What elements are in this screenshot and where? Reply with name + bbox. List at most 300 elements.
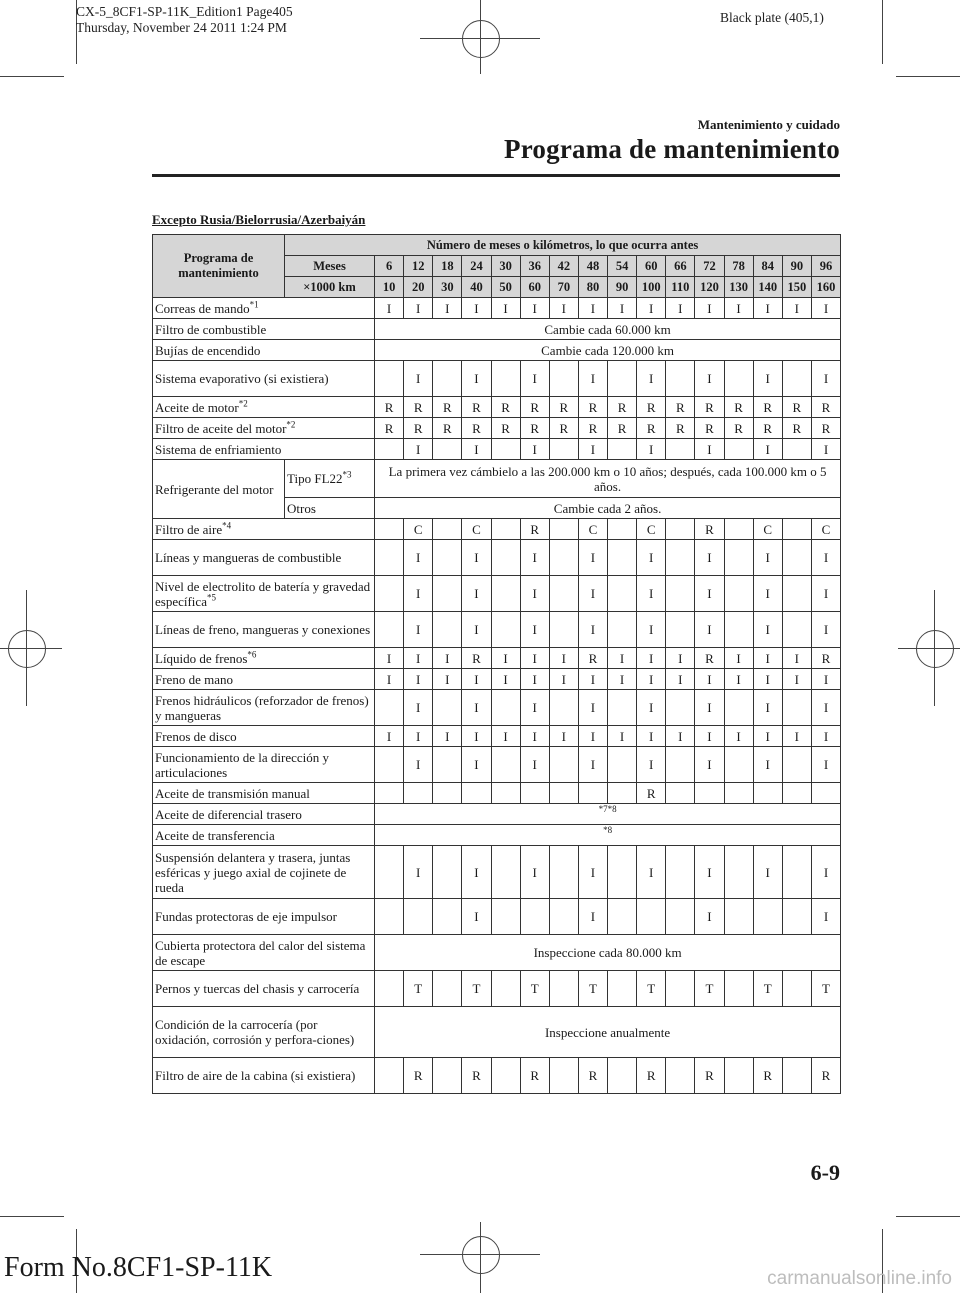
item-label — [153, 397, 375, 418]
schedule-cell — [375, 690, 404, 726]
km-value: 40 — [462, 277, 491, 298]
schedule-cell — [491, 612, 520, 648]
schedule-cell — [782, 846, 811, 899]
schedule-cell: I — [695, 361, 724, 397]
schedule-cell: R — [637, 418, 666, 439]
item-label — [153, 361, 375, 397]
schedule-cell: I — [811, 439, 840, 460]
schedule-cell — [549, 361, 578, 397]
schedule-cell: I — [637, 648, 666, 669]
schedule-cell: I — [811, 576, 840, 612]
months-value: 66 — [666, 256, 695, 277]
sub-item-label — [285, 498, 375, 519]
table-body — [153, 298, 841, 1094]
schedule-cell: I — [578, 576, 607, 612]
schedule-cell: I — [578, 669, 607, 690]
schedule-cell — [433, 612, 462, 648]
schedule-cell: I — [404, 540, 433, 576]
km-value: 100 — [637, 277, 666, 298]
schedule-cell — [433, 690, 462, 726]
schedule-cell: R — [404, 418, 433, 439]
schedule-cell — [549, 612, 578, 648]
schedule-cell: I — [520, 726, 549, 747]
schedule-cell: I — [753, 439, 782, 460]
schedule-cell: C — [578, 519, 607, 540]
schedule-cell: I — [549, 669, 578, 690]
schedule-cell — [404, 899, 433, 935]
schedule-cell: I — [782, 726, 811, 747]
schedule-cell: I — [578, 747, 607, 783]
months-value: 48 — [578, 256, 607, 277]
schedule-cell — [724, 690, 753, 726]
item-label — [153, 747, 375, 783]
item-label-text: Líquido de frenos — [155, 650, 248, 666]
schedule-cell — [491, 540, 520, 576]
table-row — [153, 519, 841, 540]
interval-note: Cambie cada 60.000 km — [375, 319, 841, 340]
schedule-cell: I — [695, 726, 724, 747]
table-row — [153, 825, 841, 846]
schedule-cell — [549, 899, 578, 935]
item-label — [153, 690, 375, 726]
schedule-cell: R — [695, 1058, 724, 1094]
schedule-cell — [782, 1058, 811, 1094]
interval-note: La primera vez cámbielo a las 200.000 km o 10 años; después, cada 100.000 km o 5 años. — [375, 460, 841, 498]
item-label-text: Frenos de disco — [155, 728, 237, 744]
table-row — [153, 576, 841, 612]
schedule-cell — [608, 612, 637, 648]
footnote-ref: *7*8 — [375, 804, 841, 825]
schedule-cell — [695, 783, 724, 804]
schedule-cell: R — [811, 1058, 840, 1094]
schedule-cell — [666, 971, 695, 1007]
schedule-cell: R — [695, 397, 724, 418]
schedule-cell: I — [549, 726, 578, 747]
months-value: 90 — [782, 256, 811, 277]
schedule-cell — [608, 439, 637, 460]
plate-label: Black plate (405,1) — [720, 10, 824, 25]
registration-mark — [480, 0, 481, 74]
schedule-cell: I — [811, 726, 840, 747]
schedule-cell — [666, 899, 695, 935]
table-row — [153, 648, 841, 669]
schedule-cell — [491, 846, 520, 899]
schedule-cell: R — [404, 397, 433, 418]
schedule-cell: R — [520, 418, 549, 439]
footnote-ref: *2 — [286, 419, 296, 430]
schedule-cell: I — [404, 747, 433, 783]
schedule-cell: I — [375, 669, 404, 690]
footnote-ref: *2 — [238, 398, 248, 409]
km-value: 90 — [608, 277, 637, 298]
schedule-cell: R — [578, 1058, 607, 1094]
registration-mark — [8, 630, 46, 668]
schedule-cell: R — [462, 648, 491, 669]
schedule-cell — [549, 690, 578, 726]
schedule-cell — [375, 612, 404, 648]
item-label — [153, 340, 375, 361]
schedule-cell: I — [520, 298, 549, 319]
schedule-cell — [375, 519, 404, 540]
schedule-cell — [375, 971, 404, 1007]
schedule-cell: R — [462, 397, 491, 418]
schedule-cell: I — [462, 690, 491, 726]
schedule-cell: I — [462, 747, 491, 783]
table-row — [153, 1058, 841, 1094]
schedule-cell: R — [637, 783, 666, 804]
schedule-cell — [375, 439, 404, 460]
months-value: 96 — [811, 256, 840, 277]
schedule-cell — [608, 846, 637, 899]
schedule-cell — [666, 519, 695, 540]
months-value: 6 — [375, 256, 404, 277]
registration-mark — [934, 590, 935, 706]
schedule-cell — [782, 747, 811, 783]
schedule-cell: I — [695, 612, 724, 648]
crop-mark — [896, 76, 960, 77]
schedule-cell: R — [753, 1058, 782, 1094]
registration-mark — [916, 630, 954, 668]
schedule-cell: I — [637, 298, 666, 319]
schedule-cell: I — [578, 540, 607, 576]
item-label-text: Fundas protectoras de eje impulsor — [155, 909, 337, 924]
schedule-cell — [578, 783, 607, 804]
print-info-line: CX-5_8CF1-SP-11K_Edition1 Page405 — [76, 4, 293, 19]
item-label — [153, 418, 375, 439]
interval-note: Inspeccione anualmente — [375, 1007, 841, 1058]
schedule-cell: I — [753, 612, 782, 648]
schedule-cell: R — [462, 1058, 491, 1094]
table-row — [153, 361, 841, 397]
table-row — [153, 690, 841, 726]
table-row — [153, 439, 841, 460]
schedule-cell — [549, 747, 578, 783]
interval-note: Cambie cada 2 años. — [375, 498, 841, 519]
item-label — [153, 971, 375, 1007]
item-label — [153, 669, 375, 690]
schedule-cell: I — [462, 540, 491, 576]
schedule-cell — [782, 690, 811, 726]
schedule-cell: I — [549, 648, 578, 669]
schedule-cell: I — [404, 726, 433, 747]
schedule-cell — [433, 899, 462, 935]
item-label — [153, 612, 375, 648]
schedule-cell: I — [695, 298, 724, 319]
schedule-cell: I — [724, 669, 753, 690]
months-value: 78 — [724, 256, 753, 277]
schedule-cell: I — [753, 747, 782, 783]
item-label — [153, 540, 375, 576]
section-label: Mantenimiento y cuidado — [697, 117, 840, 132]
table-row — [153, 971, 841, 1007]
schedule-cell — [433, 519, 462, 540]
schedule-cell: I — [724, 298, 753, 319]
schedule-cell: I — [404, 846, 433, 899]
km-value: 150 — [782, 277, 811, 298]
schedule-cell — [666, 576, 695, 612]
crop-mark — [0, 1216, 64, 1217]
schedule-cell: I — [404, 669, 433, 690]
schedule-cell: T — [753, 971, 782, 1007]
item-label-text: Correas de mando — [155, 300, 250, 316]
item-label-text: Aceite de motor — [155, 399, 239, 415]
schedule-cell: I — [462, 298, 491, 319]
schedule-cell: I — [462, 846, 491, 899]
schedule-cell: I — [811, 612, 840, 648]
schedule-cell: I — [375, 726, 404, 747]
item-label-text: Nivel de electrolito de batería y gravedad específica — [155, 578, 371, 609]
schedule-cell: I — [695, 576, 724, 612]
schedule-cell — [520, 899, 549, 935]
schedule-cell: I — [666, 726, 695, 747]
schedule-cell: I — [578, 899, 607, 935]
schedule-cell: I — [520, 648, 549, 669]
schedule-cell: C — [404, 519, 433, 540]
schedule-cell — [666, 361, 695, 397]
km-value: 110 — [666, 277, 695, 298]
schedule-cell: C — [753, 519, 782, 540]
schedule-cell: R — [695, 648, 724, 669]
item-label-text: Aceite de diferencial trasero — [155, 806, 302, 822]
schedule-cell — [753, 899, 782, 935]
item-label-text: Frenos hidráulicos (reforzador de frenos) y mangueras — [155, 692, 369, 723]
footnote-ref: *4 — [222, 520, 232, 531]
schedule-cell — [549, 540, 578, 576]
schedule-cell — [375, 361, 404, 397]
schedule-cell: I — [404, 612, 433, 648]
footnote-ref: *1 — [249, 299, 259, 310]
schedule-cell: R — [549, 397, 578, 418]
schedule-cell — [491, 971, 520, 1007]
schedule-cell — [375, 846, 404, 899]
schedule-cell — [724, 576, 753, 612]
schedule-cell — [433, 747, 462, 783]
schedule-cell: C — [462, 519, 491, 540]
item-label — [153, 825, 375, 846]
schedule-cell: R — [753, 397, 782, 418]
schedule-cell: I — [520, 576, 549, 612]
schedule-cell: R — [578, 397, 607, 418]
schedule-cell: R — [462, 418, 491, 439]
schedule-cell: I — [637, 726, 666, 747]
schedule-cell: I — [578, 726, 607, 747]
months-header: Meses — [285, 256, 375, 277]
schedule-cell — [666, 540, 695, 576]
schedule-cell: R — [637, 397, 666, 418]
schedule-cell — [433, 439, 462, 460]
schedule-cell: I — [608, 298, 637, 319]
schedule-cell: R — [375, 397, 404, 418]
footnote-ref: *6 — [247, 649, 257, 660]
schedule-cell: I — [811, 361, 840, 397]
schedule-cell: I — [811, 747, 840, 783]
schedule-cell: I — [433, 726, 462, 747]
schedule-cell: I — [404, 298, 433, 319]
item-label — [153, 899, 375, 935]
schedule-cell: I — [520, 846, 549, 899]
schedule-cell: I — [520, 612, 549, 648]
schedule-cell — [608, 690, 637, 726]
table-row — [153, 747, 841, 783]
schedule-cell: I — [753, 726, 782, 747]
item-label-text: Aceite de transferencia — [155, 827, 275, 843]
schedule-cell: I — [753, 298, 782, 319]
footnote-ref: *3 — [342, 469, 352, 480]
crop-mark — [0, 76, 64, 77]
schedule-cell — [782, 439, 811, 460]
schedule-cell — [608, 783, 637, 804]
crop-mark — [896, 1216, 960, 1217]
schedule-cell — [433, 576, 462, 612]
schedule-cell: I — [637, 612, 666, 648]
schedule-cell: I — [811, 846, 840, 899]
schedule-cell: R — [666, 418, 695, 439]
schedule-cell: I — [666, 298, 695, 319]
km-value: 20 — [404, 277, 433, 298]
schedule-cell: I — [811, 298, 840, 319]
schedule-cell: I — [462, 576, 491, 612]
schedule-cell — [433, 846, 462, 899]
schedule-cell: R — [608, 418, 637, 439]
schedule-cell — [404, 783, 433, 804]
schedule-cell: I — [811, 899, 840, 935]
km-value: 50 — [491, 277, 520, 298]
schedule-cell — [491, 519, 520, 540]
maintenance-table — [152, 234, 841, 1094]
schedule-cell: I — [404, 439, 433, 460]
schedule-cell: I — [578, 612, 607, 648]
schedule-cell: I — [404, 648, 433, 669]
schedule-cell — [491, 690, 520, 726]
schedule-cell — [549, 439, 578, 460]
schedule-cell — [549, 971, 578, 1007]
print-info-line: Thursday, November 24 2011 1:24 PM — [76, 20, 287, 35]
schedule-cell: I — [811, 690, 840, 726]
table-row — [153, 783, 841, 804]
schedule-cell: C — [811, 519, 840, 540]
interval-note: Inspeccione cada 80.000 km — [375, 935, 841, 971]
schedule-cell — [724, 519, 753, 540]
schedule-cell — [666, 439, 695, 460]
item-label — [153, 648, 375, 669]
page-title: Programa de mantenimiento — [504, 134, 840, 164]
schedule-cell: I — [578, 846, 607, 899]
schedule-cell: R — [578, 418, 607, 439]
schedule-cell — [549, 783, 578, 804]
table-row — [153, 460, 841, 498]
sub-item-label-text: Otros — [287, 500, 316, 516]
km-value: 70 — [549, 277, 578, 298]
schedule-cell: R — [520, 1058, 549, 1094]
registration-mark — [462, 1236, 500, 1274]
schedule-cell: R — [520, 519, 549, 540]
schedule-cell — [491, 747, 520, 783]
schedule-cell: I — [753, 540, 782, 576]
schedule-cell: I — [433, 648, 462, 669]
schedule-cell: I — [695, 540, 724, 576]
schedule-cell — [724, 1058, 753, 1094]
schedule-cell: I — [462, 899, 491, 935]
sub-item-label — [285, 460, 375, 498]
item-label-text: Freno de mano — [155, 671, 233, 687]
schedule-cell — [666, 690, 695, 726]
schedule-cell — [666, 846, 695, 899]
schedule-cell — [608, 747, 637, 783]
schedule-cell — [608, 971, 637, 1007]
schedule-cell — [433, 540, 462, 576]
schedule-cell: I — [520, 361, 549, 397]
schedule-cell: T — [637, 971, 666, 1007]
item-label — [153, 783, 375, 804]
registration-mark — [480, 1222, 481, 1293]
form-number: Form No.8CF1-SP-11K — [4, 1252, 273, 1283]
item-label-text: Aceite de transmisión manual — [155, 785, 310, 801]
schedule-cell: I — [404, 576, 433, 612]
schedule-cell: I — [637, 576, 666, 612]
schedule-cell: I — [433, 298, 462, 319]
schedule-cell: I — [491, 669, 520, 690]
schedule-cell: R — [753, 418, 782, 439]
schedule-cell — [520, 783, 549, 804]
schedule-cell: I — [578, 361, 607, 397]
schedule-cell: I — [462, 669, 491, 690]
schedule-cell: I — [520, 439, 549, 460]
page-number: 6-9 — [810, 1160, 840, 1185]
item-label-text: Filtro de aceite del motor — [155, 420, 287, 436]
footnote-ref: *8 — [375, 825, 841, 846]
item-label — [153, 576, 375, 612]
schedule-cell — [637, 899, 666, 935]
schedule-cell — [724, 361, 753, 397]
schedule-cell — [724, 846, 753, 899]
schedule-cell: R — [811, 648, 840, 669]
schedule-cell — [491, 1058, 520, 1094]
schedule-cell: I — [608, 726, 637, 747]
item-label — [153, 726, 375, 747]
item-label-text: Refrigerante del motor — [155, 481, 274, 497]
schedule-cell: I — [462, 726, 491, 747]
schedule-cell: R — [724, 397, 753, 418]
schedule-cell: I — [637, 361, 666, 397]
schedule-cell — [491, 361, 520, 397]
item-label-text: Filtro de combustible — [155, 321, 267, 337]
item-label-text: Sistema de enfriamiento — [155, 441, 282, 457]
schedule-cell: I — [753, 648, 782, 669]
schedule-cell: I — [637, 669, 666, 690]
km-value: 80 — [578, 277, 607, 298]
item-label — [153, 1058, 375, 1094]
km-value: 30 — [433, 277, 462, 298]
schedule-cell — [375, 576, 404, 612]
schedule-cell — [666, 747, 695, 783]
schedule-cell: I — [637, 747, 666, 783]
table-row — [153, 540, 841, 576]
schedule-cell: R — [724, 418, 753, 439]
schedule-cell: I — [549, 298, 578, 319]
registration-mark — [462, 20, 500, 58]
footnote-ref: *5 — [206, 592, 216, 603]
schedule-cell: R — [811, 397, 840, 418]
table-row — [153, 397, 841, 418]
schedule-cell: R — [433, 418, 462, 439]
schedule-cell: I — [811, 540, 840, 576]
schedule-cell: I — [637, 540, 666, 576]
months-value: 18 — [433, 256, 462, 277]
months-value: 84 — [753, 256, 782, 277]
item-label-text: Sistema evaporativo (si existiera) — [155, 371, 329, 386]
schedule-cell — [782, 361, 811, 397]
schedule-cell: I — [695, 899, 724, 935]
